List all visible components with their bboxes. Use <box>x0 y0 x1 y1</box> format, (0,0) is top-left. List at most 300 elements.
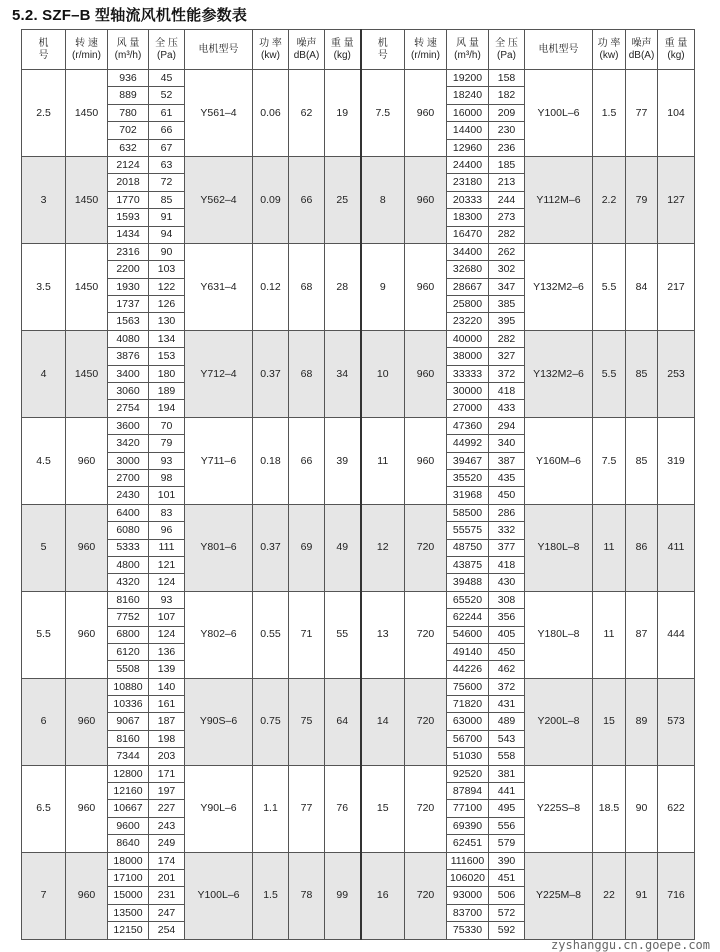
airflow-cell: 9067 <box>108 713 149 730</box>
airflow-cell: 10336 <box>108 696 149 713</box>
airflow-cell: 6080 <box>108 522 149 539</box>
airflow-cell: 3420 <box>108 435 149 452</box>
pressure-cell: 66 <box>149 122 185 139</box>
power-cell: 11 <box>593 504 626 591</box>
airflow-cell: 2200 <box>108 261 149 278</box>
airflow-cell: 1930 <box>108 278 149 295</box>
pressure-cell: 124 <box>149 626 185 643</box>
header-pressure <box>489 30 525 70</box>
motor-cell: Y711–6 <box>185 417 253 504</box>
airflow-cell: 2430 <box>108 487 149 504</box>
pressure-cell: 111 <box>149 539 185 556</box>
pressure-cell: 381 <box>489 765 525 782</box>
pressure-cell: 347 <box>489 278 525 295</box>
airflow-cell: 18000 <box>108 852 149 869</box>
airflow-cell: 5508 <box>108 661 149 678</box>
pressure-cell: 93 <box>149 452 185 469</box>
table-body <box>22 70 695 940</box>
airflow-cell: 8640 <box>108 835 149 852</box>
pressure-cell: 230 <box>489 122 525 139</box>
noise-cell: 85 <box>626 330 658 417</box>
speed-cell: 960 <box>66 417 108 504</box>
pressure-cell: 231 <box>149 887 185 904</box>
pressure-cell: 130 <box>149 313 185 330</box>
header-label: (kw) <box>261 49 280 61</box>
pressure-cell: 372 <box>489 365 525 382</box>
noise-cell: 84 <box>626 243 658 330</box>
pressure-cell: 227 <box>149 800 185 817</box>
machine-no-cell: 6 <box>22 678 66 765</box>
pressure-cell: 451 <box>489 869 525 886</box>
airflow-cell: 44226 <box>447 661 489 678</box>
pressure-cell: 418 <box>489 556 525 573</box>
airflow-cell: 12150 <box>108 922 149 939</box>
pressure-cell: 140 <box>149 678 185 695</box>
machine-no-cell: 7 <box>22 852 66 939</box>
pressure-cell: 308 <box>489 591 525 608</box>
header-label: 转 速 <box>414 37 437 49</box>
pressure-cell: 340 <box>489 435 525 452</box>
power-cell: 0.37 <box>253 504 289 591</box>
airflow-cell: 12960 <box>447 139 489 156</box>
weight-cell: 64 <box>325 678 361 765</box>
pressure-cell: 90 <box>149 243 185 260</box>
pressure-cell: 579 <box>489 835 525 852</box>
pressure-cell: 462 <box>489 661 525 678</box>
speed-cell: 1450 <box>66 156 108 243</box>
weight-cell: 253 <box>658 330 695 417</box>
noise-cell: 66 <box>289 417 325 504</box>
power-cell: 0.18 <box>253 417 289 504</box>
speed-cell: 720 <box>405 591 447 678</box>
table-row <box>22 591 695 608</box>
pressure-cell: 450 <box>489 487 525 504</box>
airflow-cell: 75600 <box>447 678 489 695</box>
airflow-cell: 13500 <box>108 904 149 921</box>
airflow-cell: 7752 <box>108 609 149 626</box>
header-power <box>253 30 289 70</box>
pressure-cell: 52 <box>149 87 185 104</box>
pressure-cell: 124 <box>149 574 185 591</box>
machine-no-cell: 2.5 <box>22 70 66 157</box>
airflow-cell: 23220 <box>447 313 489 330</box>
weight-cell: 104 <box>658 70 695 157</box>
header-label: 噪声 <box>631 37 652 49</box>
airflow-cell: 16000 <box>447 104 489 121</box>
header-label: 全 压 <box>495 37 518 49</box>
airflow-cell: 1770 <box>108 191 149 208</box>
header-speed <box>66 30 108 70</box>
machine-no-cell: 4 <box>22 330 66 417</box>
airflow-cell: 32680 <box>447 261 489 278</box>
airflow-cell: 7344 <box>108 748 149 765</box>
pressure-cell: 182 <box>489 87 525 104</box>
pressure-cell: 134 <box>149 330 185 347</box>
pressure-cell: 372 <box>489 678 525 695</box>
airflow-cell: 44992 <box>447 435 489 452</box>
speed-cell: 720 <box>405 852 447 939</box>
weight-cell: 39 <box>325 417 361 504</box>
noise-cell: 66 <box>289 156 325 243</box>
pressure-cell: 506 <box>489 887 525 904</box>
weight-cell: 127 <box>658 156 695 243</box>
weight-cell: 319 <box>658 417 695 504</box>
motor-cell: Y200L–8 <box>525 678 593 765</box>
weight-cell: 55 <box>325 591 361 678</box>
header-label: (kg) <box>333 49 351 61</box>
airflow-cell: 28667 <box>447 278 489 295</box>
airflow-cell: 71820 <box>447 696 489 713</box>
airflow-cell: 2018 <box>108 174 149 191</box>
speed-cell: 960 <box>66 504 108 591</box>
header-pressure <box>149 30 185 70</box>
power-cell: 11 <box>593 591 626 678</box>
speed-cell: 960 <box>66 678 108 765</box>
power-cell: 1.5 <box>593 70 626 157</box>
machine-no-cell: 5 <box>22 504 66 591</box>
airflow-cell: 35520 <box>447 469 489 486</box>
airflow-cell: 20333 <box>447 191 489 208</box>
pressure-cell: 93 <box>149 591 185 608</box>
pressure-cell: 236 <box>489 139 525 156</box>
pressure-cell: 405 <box>489 626 525 643</box>
power-cell: 5.5 <box>593 330 626 417</box>
table-row <box>22 678 695 695</box>
pressure-cell: 356 <box>489 609 525 626</box>
airflow-cell: 18240 <box>447 87 489 104</box>
pressure-cell: 286 <box>489 504 525 521</box>
header-label: (Pa) <box>157 49 176 61</box>
pressure-cell: 189 <box>149 383 185 400</box>
airflow-cell: 58500 <box>447 504 489 521</box>
pressure-cell: 122 <box>149 278 185 295</box>
pressure-cell: 433 <box>489 400 525 417</box>
noise-cell: 86 <box>626 504 658 591</box>
header-label: (kg) <box>667 49 685 61</box>
power-cell: 22 <box>593 852 626 939</box>
airflow-cell: 12800 <box>108 765 149 782</box>
watermark: zyshanggu.cn.goepe.com <box>551 938 710 952</box>
speed-cell: 720 <box>405 678 447 765</box>
motor-cell: Y100L–6 <box>525 70 593 157</box>
pressure-cell: 377 <box>489 539 525 556</box>
airflow-cell: 9600 <box>108 817 149 834</box>
speed-cell: 960 <box>405 243 447 330</box>
page-title: 5.2. SZF–B 型轴流风机性能参数表 <box>12 7 248 24</box>
airflow-cell: 17100 <box>108 869 149 886</box>
pressure-cell: 327 <box>489 348 525 365</box>
airflow-cell: 2700 <box>108 469 149 486</box>
airflow-cell: 31968 <box>447 487 489 504</box>
table-row <box>22 243 695 260</box>
airflow-cell: 51030 <box>447 748 489 765</box>
pressure-cell: 294 <box>489 417 525 434</box>
pressure-cell: 273 <box>489 209 525 226</box>
pressure-cell: 103 <box>149 261 185 278</box>
airflow-cell: 1593 <box>108 209 149 226</box>
power-cell: 5.5 <box>593 243 626 330</box>
airflow-cell: 19200 <box>447 70 489 87</box>
motor-cell: Y132M2–6 <box>525 243 593 330</box>
machine-no-cell: 6.5 <box>22 765 66 852</box>
pressure-cell: 395 <box>489 313 525 330</box>
airflow-cell: 12160 <box>108 783 149 800</box>
pressure-cell: 282 <box>489 226 525 243</box>
airflow-cell: 62244 <box>447 609 489 626</box>
header-label: 全 压 <box>155 37 178 49</box>
noise-cell: 78 <box>289 852 325 939</box>
pressure-cell: 556 <box>489 817 525 834</box>
header-weight <box>658 30 695 70</box>
motor-cell: Y160M–6 <box>525 417 593 504</box>
airflow-cell: 8160 <box>108 730 149 747</box>
header-label: (Pa) <box>497 49 516 61</box>
noise-cell: 90 <box>626 765 658 852</box>
weight-cell: 444 <box>658 591 695 678</box>
airflow-cell: 62451 <box>447 835 489 852</box>
motor-cell: Y132M2–6 <box>525 330 593 417</box>
motor-cell: Y180L–8 <box>525 504 593 591</box>
noise-cell: 79 <box>626 156 658 243</box>
motor-cell: Y562–4 <box>185 156 253 243</box>
airflow-cell: 49140 <box>447 643 489 660</box>
pressure-cell: 139 <box>149 661 185 678</box>
airflow-cell: 2124 <box>108 156 149 173</box>
weight-cell: 622 <box>658 765 695 852</box>
airflow-cell: 18300 <box>447 209 489 226</box>
header-label: 机 <box>377 37 388 49</box>
pressure-cell: 83 <box>149 504 185 521</box>
airflow-cell: 30000 <box>447 383 489 400</box>
weight-cell: 573 <box>658 678 695 765</box>
airflow-cell: 111600 <box>447 852 489 869</box>
pressure-cell: 121 <box>149 556 185 573</box>
table-row <box>22 70 695 87</box>
pressure-cell: 91 <box>149 209 185 226</box>
noise-cell: 68 <box>289 330 325 417</box>
power-cell: 15 <box>593 678 626 765</box>
airflow-cell: 69390 <box>447 817 489 834</box>
motor-cell: Y90S–6 <box>185 678 253 765</box>
pressure-cell: 70 <box>149 417 185 434</box>
pressure-cell: 435 <box>489 469 525 486</box>
motor-cell: Y112M–6 <box>525 156 593 243</box>
noise-cell: 69 <box>289 504 325 591</box>
header-machine-no <box>22 30 66 70</box>
pressure-cell: 180 <box>149 365 185 382</box>
header-label: (r/min) <box>72 49 101 61</box>
weight-cell: 217 <box>658 243 695 330</box>
header-label: 重 量 <box>664 37 688 49</box>
speed-cell: 960 <box>66 591 108 678</box>
airflow-cell: 63000 <box>447 713 489 730</box>
airflow-cell: 34400 <box>447 243 489 260</box>
airflow-cell: 3876 <box>108 348 149 365</box>
pressure-cell: 431 <box>489 696 525 713</box>
airflow-cell: 75330 <box>447 922 489 939</box>
airflow-cell: 43875 <box>447 556 489 573</box>
noise-cell: 85 <box>626 417 658 504</box>
header-label: 号 <box>377 49 388 61</box>
airflow-cell: 10667 <box>108 800 149 817</box>
header-label: 风 量 <box>116 37 140 49</box>
header-row <box>22 30 695 70</box>
pressure-cell: 418 <box>489 383 525 400</box>
table-row <box>22 852 695 869</box>
airflow-cell: 48750 <box>447 539 489 556</box>
airflow-cell: 936 <box>108 70 149 87</box>
header-weight <box>325 30 361 70</box>
pressure-cell: 126 <box>149 296 185 313</box>
machine-no-cell: 5.5 <box>22 591 66 678</box>
pressure-cell: 302 <box>489 261 525 278</box>
noise-cell: 77 <box>289 765 325 852</box>
power-cell: 0.55 <box>253 591 289 678</box>
pressure-cell: 385 <box>489 296 525 313</box>
header-label: (r/min) <box>411 49 440 61</box>
airflow-cell: 10880 <box>108 678 149 695</box>
airflow-cell: 1737 <box>108 296 149 313</box>
pressure-cell: 489 <box>489 713 525 730</box>
airflow-cell: 8160 <box>108 591 149 608</box>
weight-cell: 49 <box>325 504 361 591</box>
machine-no-cell: 12 <box>361 504 405 591</box>
pressure-cell: 244 <box>489 191 525 208</box>
airflow-cell: 33333 <box>447 365 489 382</box>
table-row <box>22 156 695 173</box>
pressure-cell: 387 <box>489 452 525 469</box>
airflow-cell: 2754 <box>108 400 149 417</box>
airflow-cell: 889 <box>108 87 149 104</box>
airflow-cell: 106020 <box>447 869 489 886</box>
power-cell: 0.37 <box>253 330 289 417</box>
airflow-cell: 4320 <box>108 574 149 591</box>
pressure-cell: 249 <box>149 835 185 852</box>
header-label: 重 量 <box>330 37 354 49</box>
header-noise <box>626 30 658 70</box>
header-label: 功 率 <box>597 37 621 49</box>
pressure-cell: 198 <box>149 730 185 747</box>
airflow-cell: 40000 <box>447 330 489 347</box>
pressure-cell: 61 <box>149 104 185 121</box>
noise-cell: 62 <box>289 70 325 157</box>
pressure-cell: 558 <box>489 748 525 765</box>
airflow-cell: 54600 <box>447 626 489 643</box>
airflow-cell: 3000 <box>108 452 149 469</box>
header-label: 转 速 <box>75 37 98 49</box>
airflow-cell: 632 <box>108 139 149 156</box>
machine-no-cell: 8 <box>361 156 405 243</box>
airflow-cell: 3060 <box>108 383 149 400</box>
noise-cell: 89 <box>626 678 658 765</box>
speed-cell: 1450 <box>66 243 108 330</box>
header-airflow <box>108 30 149 70</box>
pressure-cell: 107 <box>149 609 185 626</box>
power-cell: 0.75 <box>253 678 289 765</box>
header-airflow <box>447 30 489 70</box>
machine-no-cell: 7.5 <box>361 70 405 157</box>
weight-cell: 716 <box>658 852 695 939</box>
weight-cell: 99 <box>325 852 361 939</box>
pressure-cell: 72 <box>149 174 185 191</box>
pressure-cell: 430 <box>489 574 525 591</box>
header-noise <box>289 30 325 70</box>
airflow-cell: 65520 <box>447 591 489 608</box>
pressure-cell: 203 <box>149 748 185 765</box>
airflow-cell: 2316 <box>108 243 149 260</box>
motor-cell: Y631–4 <box>185 243 253 330</box>
speed-cell: 1450 <box>66 70 108 157</box>
header-label: dB(A) <box>293 49 320 61</box>
airflow-cell: 38000 <box>447 348 489 365</box>
machine-no-cell: 16 <box>361 852 405 939</box>
airflow-cell: 6800 <box>108 626 149 643</box>
motor-cell: Y225M–8 <box>525 852 593 939</box>
speed-cell: 1450 <box>66 330 108 417</box>
pressure-cell: 153 <box>149 348 185 365</box>
motor-cell: Y100L–6 <box>185 852 253 939</box>
motor-cell: Y802–6 <box>185 591 253 678</box>
airflow-cell: 27000 <box>447 400 489 417</box>
header-label: 电机型号 <box>538 43 579 55</box>
pressure-cell: 98 <box>149 469 185 486</box>
power-cell: 0.09 <box>253 156 289 243</box>
motor-cell: Y90L–6 <box>185 765 253 852</box>
airflow-cell: 25800 <box>447 296 489 313</box>
airflow-cell: 3400 <box>108 365 149 382</box>
speed-cell: 960 <box>66 852 108 939</box>
header-label: 机 <box>38 37 49 49</box>
airflow-cell: 702 <box>108 122 149 139</box>
airflow-cell: 16470 <box>447 226 489 243</box>
pressure-cell: 174 <box>149 852 185 869</box>
pressure-cell: 187 <box>149 713 185 730</box>
header-label: (m³/h) <box>454 49 481 61</box>
airflow-cell: 39467 <box>447 452 489 469</box>
weight-cell: 19 <box>325 70 361 157</box>
table-row <box>22 765 695 782</box>
header-label: 电机型号 <box>198 43 239 55</box>
machine-no-cell: 4.5 <box>22 417 66 504</box>
table-row <box>22 330 695 347</box>
noise-cell: 91 <box>626 852 658 939</box>
pressure-cell: 572 <box>489 904 525 921</box>
pressure-cell: 45 <box>149 70 185 87</box>
airflow-cell: 4080 <box>108 330 149 347</box>
airflow-cell: 92520 <box>447 765 489 782</box>
power-cell: 7.5 <box>593 417 626 504</box>
machine-no-cell: 13 <box>361 591 405 678</box>
airflow-cell: 1563 <box>108 313 149 330</box>
weight-cell: 28 <box>325 243 361 330</box>
noise-cell: 75 <box>289 678 325 765</box>
pressure-cell: 67 <box>149 139 185 156</box>
header-power <box>593 30 626 70</box>
pressure-cell: 254 <box>149 922 185 939</box>
power-cell: 0.06 <box>253 70 289 157</box>
motor-cell: Y712–4 <box>185 330 253 417</box>
pressure-cell: 79 <box>149 435 185 452</box>
airflow-cell: 56700 <box>447 730 489 747</box>
table-row <box>22 504 695 521</box>
power-cell: 2.2 <box>593 156 626 243</box>
airflow-cell: 39488 <box>447 574 489 591</box>
pressure-cell: 101 <box>149 487 185 504</box>
noise-cell: 71 <box>289 591 325 678</box>
airflow-cell: 87894 <box>447 783 489 800</box>
header-label: 噪声 <box>296 37 317 49</box>
pressure-cell: 171 <box>149 765 185 782</box>
